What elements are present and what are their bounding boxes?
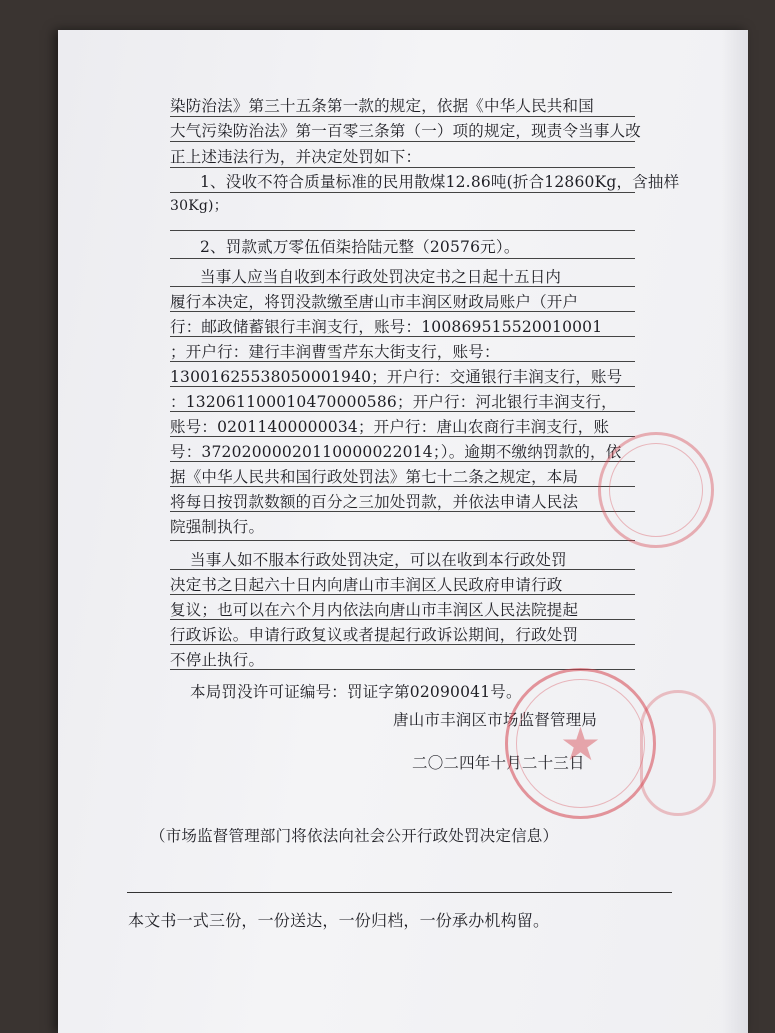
issue-date: 二〇二四年十月二十三日 [412,754,585,772]
text-line-9: 行：邮政储蓄银行丰润支行，账号：100869515520010001 [170,318,603,336]
partial-seal [598,432,714,548]
underline [170,644,635,645]
underline [170,167,635,168]
text-line-1: 染防治法》第三十五条第一款的规定，依据《中华人民共和国 [170,97,594,115]
text-line-10: ；开户行：建行丰润曹雪芹东大街支行，账号： [170,343,500,361]
copies-note: 本文书一式三份，一份送达，一份归档，一份承办机构留。 [128,911,550,930]
underline [170,141,635,142]
text-line-2: 大气污染防治法》第一百零三条第（一）项的规定，现责令当事人改 [170,122,642,140]
text-line-21: 行政诉讼。申请行政复议或者提起行政诉讼期间，行政处罚 [170,626,579,644]
text-line-5: 30Kg)； [170,198,228,214]
underline [170,436,635,437]
underline [170,594,635,595]
underline [170,386,635,387]
underline [170,511,635,512]
underline [170,619,635,620]
text-line-18: 当事人如不服本行政处罚决定，可以在收到本行政处罚 [190,551,567,569]
underline [170,461,635,462]
underline [170,411,635,412]
underline [170,486,635,487]
disclosure-notice: （市场监督管理部门将依法向社会公开行政处罚决定信息） [150,827,559,845]
underline [170,116,635,117]
underline [170,361,635,362]
permit-number-line: 本局罚没许可证编号：罚证字第02090041号。 [190,683,522,701]
text-line-13: 账号：02011400000034；开户行：唐山农商行丰润支行，账 [170,418,610,436]
text-line-11: 13001625538050001940；开户行：交通银行丰润支行，账号 [170,368,623,386]
text-line-4: 1、没收不符合质量标准的民用散煤12.86吨(折合12860Kg，含抽样 [200,173,680,191]
text-line-14: 号：37202000020110000022014；）。逾期不缴纳罚款的，依 [170,443,622,461]
separator-line [127,892,672,893]
underline [170,569,635,570]
official-seal [505,668,656,819]
text-line-20: 复议；也可以在六个月内依法向唐山市丰润区人民法院提起 [170,601,579,619]
page-shadow [722,30,748,1033]
underline [170,336,635,337]
text-line-17: 院强制执行。 [170,518,265,536]
underline [170,230,635,231]
underline [170,540,635,541]
text-line-16: 将每日按罚款数额的百分之三加处罚款，并依法申请人民法 [170,493,579,511]
text-line-6: 2、罚款贰万零伍佰柒拾陆元整（20576元）。 [200,238,520,256]
issuing-authority: 唐山市丰润区市场监督管理局 [393,711,598,729]
seal-star-icon: ★ [559,716,602,771]
partial-seal-edge [640,690,716,816]
underline [170,311,635,312]
underline [170,258,635,259]
text-line-3: 正上述违法行为，并决定处罚如下： [170,148,422,166]
text-line-12: ：132061100010470000586；开户行：河北银行丰润支行， [170,393,617,411]
text-line-8: 履行本决定，将罚没款缴至唐山市丰润区财政局账户（开户 [170,293,579,311]
text-line-22: 不停止执行。 [170,651,265,669]
underline [170,192,635,193]
text-line-7: 当事人应当自收到本行政处罚决定书之日起十五日内 [200,268,562,286]
underline [170,286,635,287]
text-line-19: 决定书之日起六十日内向唐山市丰润区人民政府申请行政 [170,576,563,594]
text-line-15: 据《中华人民共和国行政处罚法》第七十二条之规定，本局 [170,468,579,486]
